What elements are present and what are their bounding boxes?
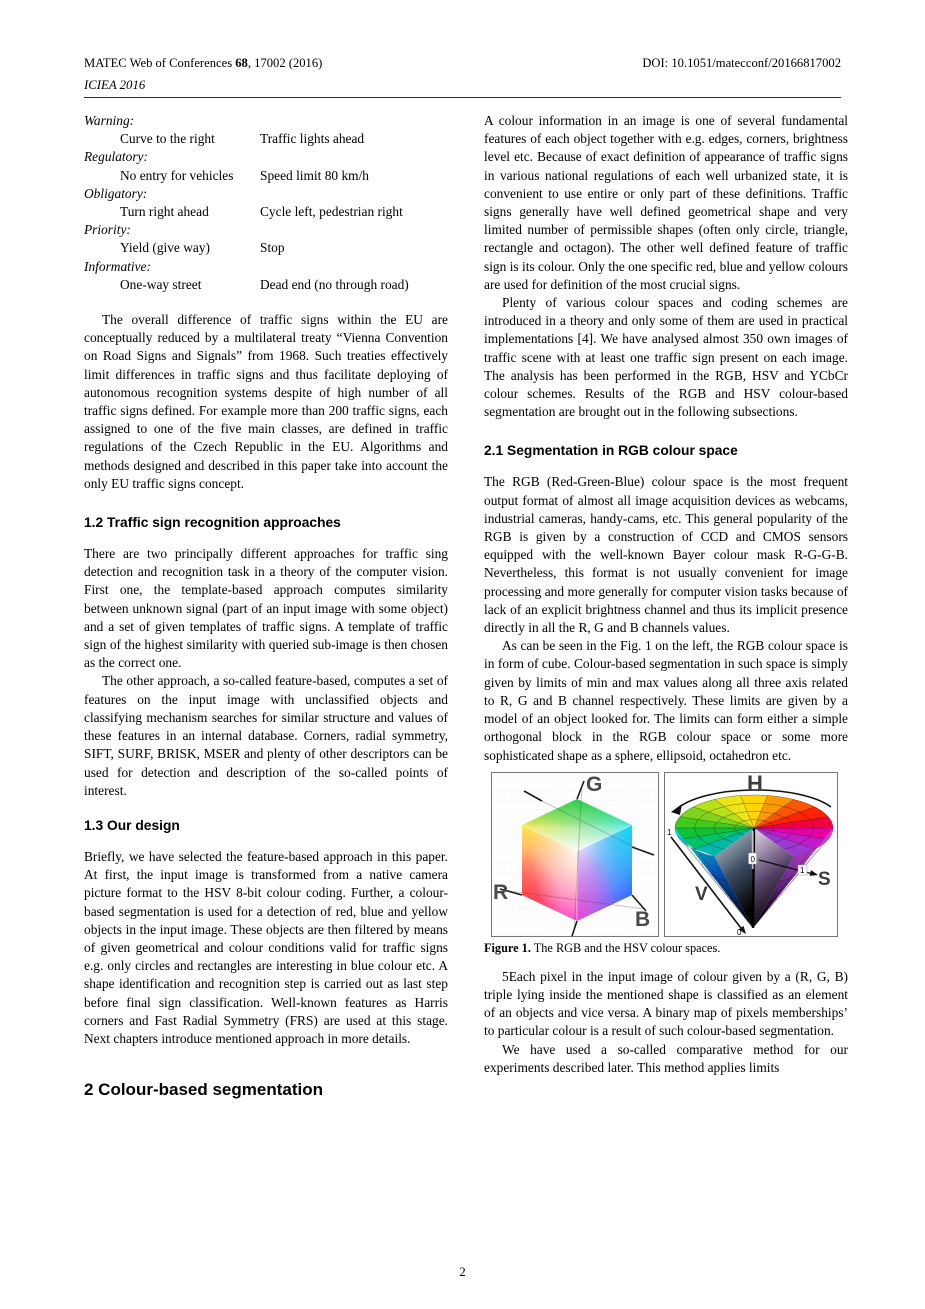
v-axis-max-label: 1 — [667, 827, 672, 837]
paragraph-overall-difference: The overall difference of traffic signs within the EU are conceptually reduced by a multilateral treaty “Vienna Convention on Road Signs and Signals” from 1968. Such treaties effectively limit differences in traffic signs and thus facilitate deploying of autonomous recognition systems despite of high number of all traffic signs defined. For example more than 200 traffic signs, each assigned to one of the five main classes, are defined in traffic regulations of the Czech Republic in the EU. Algorithms and methods designed and described in this paper take into account the only EU traffic signs concept. — [84, 312, 448, 491]
sign-item: Curve to the right — [120, 131, 215, 147]
journal-header — [84, 56, 322, 71]
sign-item: No entry for vehicles — [120, 167, 234, 183]
s-axis-min-label: 0 — [750, 854, 755, 864]
figure-1-caption — [484, 941, 848, 955]
sign-item: Dead end (no through road) — [260, 276, 409, 292]
sign-row — [84, 130, 448, 148]
g-axis-label: G — [586, 772, 603, 796]
heading-1-3: 1.3 Our design — [84, 817, 180, 833]
sign-item: One-way street — [120, 276, 202, 292]
heading-2: 2 Colour-based segmentation — [84, 1080, 323, 1100]
sign-row — [84, 276, 448, 294]
doi-text: DOI: 10.1051/matecconf/20166817002 — [642, 56, 841, 70]
sign-category: Obligatory: — [84, 185, 148, 201]
sign-row — [84, 167, 448, 185]
sign-row — [84, 239, 448, 257]
journal-name: MATEC Web of Conferences — [84, 56, 236, 70]
sign-category: Regulatory: — [84, 149, 148, 165]
journal-volume: 68 — [235, 56, 248, 70]
paragraph-comparative-method: We have used a so-called comparative method for our experiments described later. This method applies limits — [484, 1041, 848, 1075]
sign-category: Priority: — [84, 222, 131, 238]
r-axis-label: R — [493, 880, 509, 904]
paragraph-our-design: Briefly, we have selected the feature-based approach in this paper. At first, the input image is transformed from a native camera picture format to the HSV 8-bit colour coding. Further, a colour-based segmentation is used for a detection of red, blue and yellow objects in the input image. These objects are then filtered by means of given geometrical and colour conditions valid for traffic signs e.g. only circles and rectangles are interesting in blue colour etc. A shape identification and recognition step is carried out as last step before final sign classification. Well-known features as Harris corners and Fast Radial Symmetry (FRS) are used at this stage. Next chapters introduce mentioned approach in more details. — [84, 848, 448, 1046]
sign-class-list — [84, 112, 448, 294]
sign-item: Yield (give way) — [120, 240, 210, 256]
sign-item: Traffic lights ahead — [260, 131, 365, 147]
sign-item: Speed limit 80 km/h — [260, 167, 369, 183]
b-axis-label: B — [635, 907, 651, 931]
paragraph-template-approach: There are two principally different approaches for traffic sing detection and recognition task in a theory of the computer vision. First one, the template-based approach computes similarity between unknown signal (part of an input image with some object) and a set of given templates of traffic signs. A template of traffic sign of the highest similarity with queried sub-image is then chosen as the correct one. — [84, 546, 448, 671]
rgb-cube-panel — [491, 772, 659, 937]
paragraph-feature-approach: The other approach, a so-called feature-based, computes a set of features on the input image with unclassified objects and classifying mechanism searches for similar structure and values of these features in an internal database. Corners, radial symmetry, SIFT, SURF, BRISK, MSER and plenty of other descriptors can be used for detection and description of the so-called points of interest. — [84, 673, 448, 798]
left-column — [84, 112, 448, 1100]
paragraph-rgb-space: The RGB (Red-Green-Blue) colour space is the most frequent output format of almost all image acquisition devices as webcams, industrial cameras, handy-cams, etc. This general popularity of the RGB is given by a construction of CCD and CMOS sensors equipped with the well-known Bayer colour mask R-G-G-B. Nevertheless, this format is not usually convenient for image processing and more generally for computer vision tasks because of lack of an explicit brightness channel and thus its implicit presence directly in all the R, G and B channels values. — [484, 474, 848, 636]
journal-issue: , 17002 (2016) — [247, 56, 323, 70]
paragraph-each-pixel: 5Each pixel in the input image of colour given by a (R, G, B) triple lying inside the mentioned shape is classified as an element of an objects and vice versa. A binary map of pixels memberships’ to particular colour is a result of such colour-based segmentation. — [484, 968, 848, 1039]
s-axis-max-label: 1 — [800, 865, 805, 875]
paragraph-colour-information: A colour information in an image is one of several fundamental features of each object together with e.g. edges, corners, brightness level etc. Because of exact definition of appearance of traffic signs in various national regulations of each well urbanized state, it is convenient to use entire or only part of these definitions. Traffic signs generally have well defined geometrical shape and very limited number of permissible shapes (often only circle, triangle, rectangle and octagon). The other well defined feature of traffic sign is its colour. Only the one specific red, blue and yellow colours are used for definition of the most crucial signs. — [484, 113, 848, 292]
s-axis-label: S — [818, 868, 831, 890]
rgb-cube-image — [492, 773, 658, 936]
v-axis-label: V — [695, 883, 708, 905]
figure-1 — [491, 772, 848, 937]
hsv-cone-panel — [664, 772, 838, 937]
paragraph-fig1-reference: As can be seen in the Fig. 1 on the left, the RGB colour space is in form of cube. Colour-based segmentation in such space is simply given by limits of min and max values along all three axis related to R, G and B channel respectively. These limits are given by a model of an object looked for. The limits can form either a simple orthogonal block in the RGB colour space or some more sophisticated shape as a sphere, ellipsoid, octahedron etc. — [484, 638, 848, 763]
sign-item: Turn right ahead — [120, 204, 209, 220]
v-axis-min-label: 0 — [737, 927, 742, 936]
page-number: 2 — [459, 1264, 466, 1279]
heading-2-1: 2.1 Segmentation in RGB colour space — [484, 443, 738, 459]
sign-item: Cycle left, pedestrian right — [260, 204, 403, 220]
heading-1-2: 1.2 Traffic sign recognition approaches — [84, 515, 341, 531]
header-rule — [84, 97, 841, 98]
right-column — [484, 112, 848, 1077]
sign-item: Stop — [260, 240, 285, 256]
paragraph-colour-spaces: Plenty of various colour spaces and coding schemes are introduced in a theory and only some of them are used in practical implementations [4]. We have analysed almost 350 own images of traffic scene with at least one traffic sign present on each image. The analysis has been performed in the RGB, HSV and YCbCr colour schemes. Results of the RGB and HSV colour-based segmentation are brought out in the following subsections. — [484, 295, 848, 420]
sign-category: Informative: — [84, 258, 151, 274]
h-axis-label: H — [747, 772, 763, 796]
hsv-cone-image — [665, 773, 837, 936]
figure-1-caption-label: Figure 1. — [484, 940, 531, 955]
figure-1-caption-text: The RGB and the HSV colour spaces. — [530, 940, 721, 955]
sign-row — [84, 203, 448, 221]
conference-name: ICIEA 2016 — [84, 78, 146, 92]
sign-category: Warning: — [84, 113, 135, 128]
